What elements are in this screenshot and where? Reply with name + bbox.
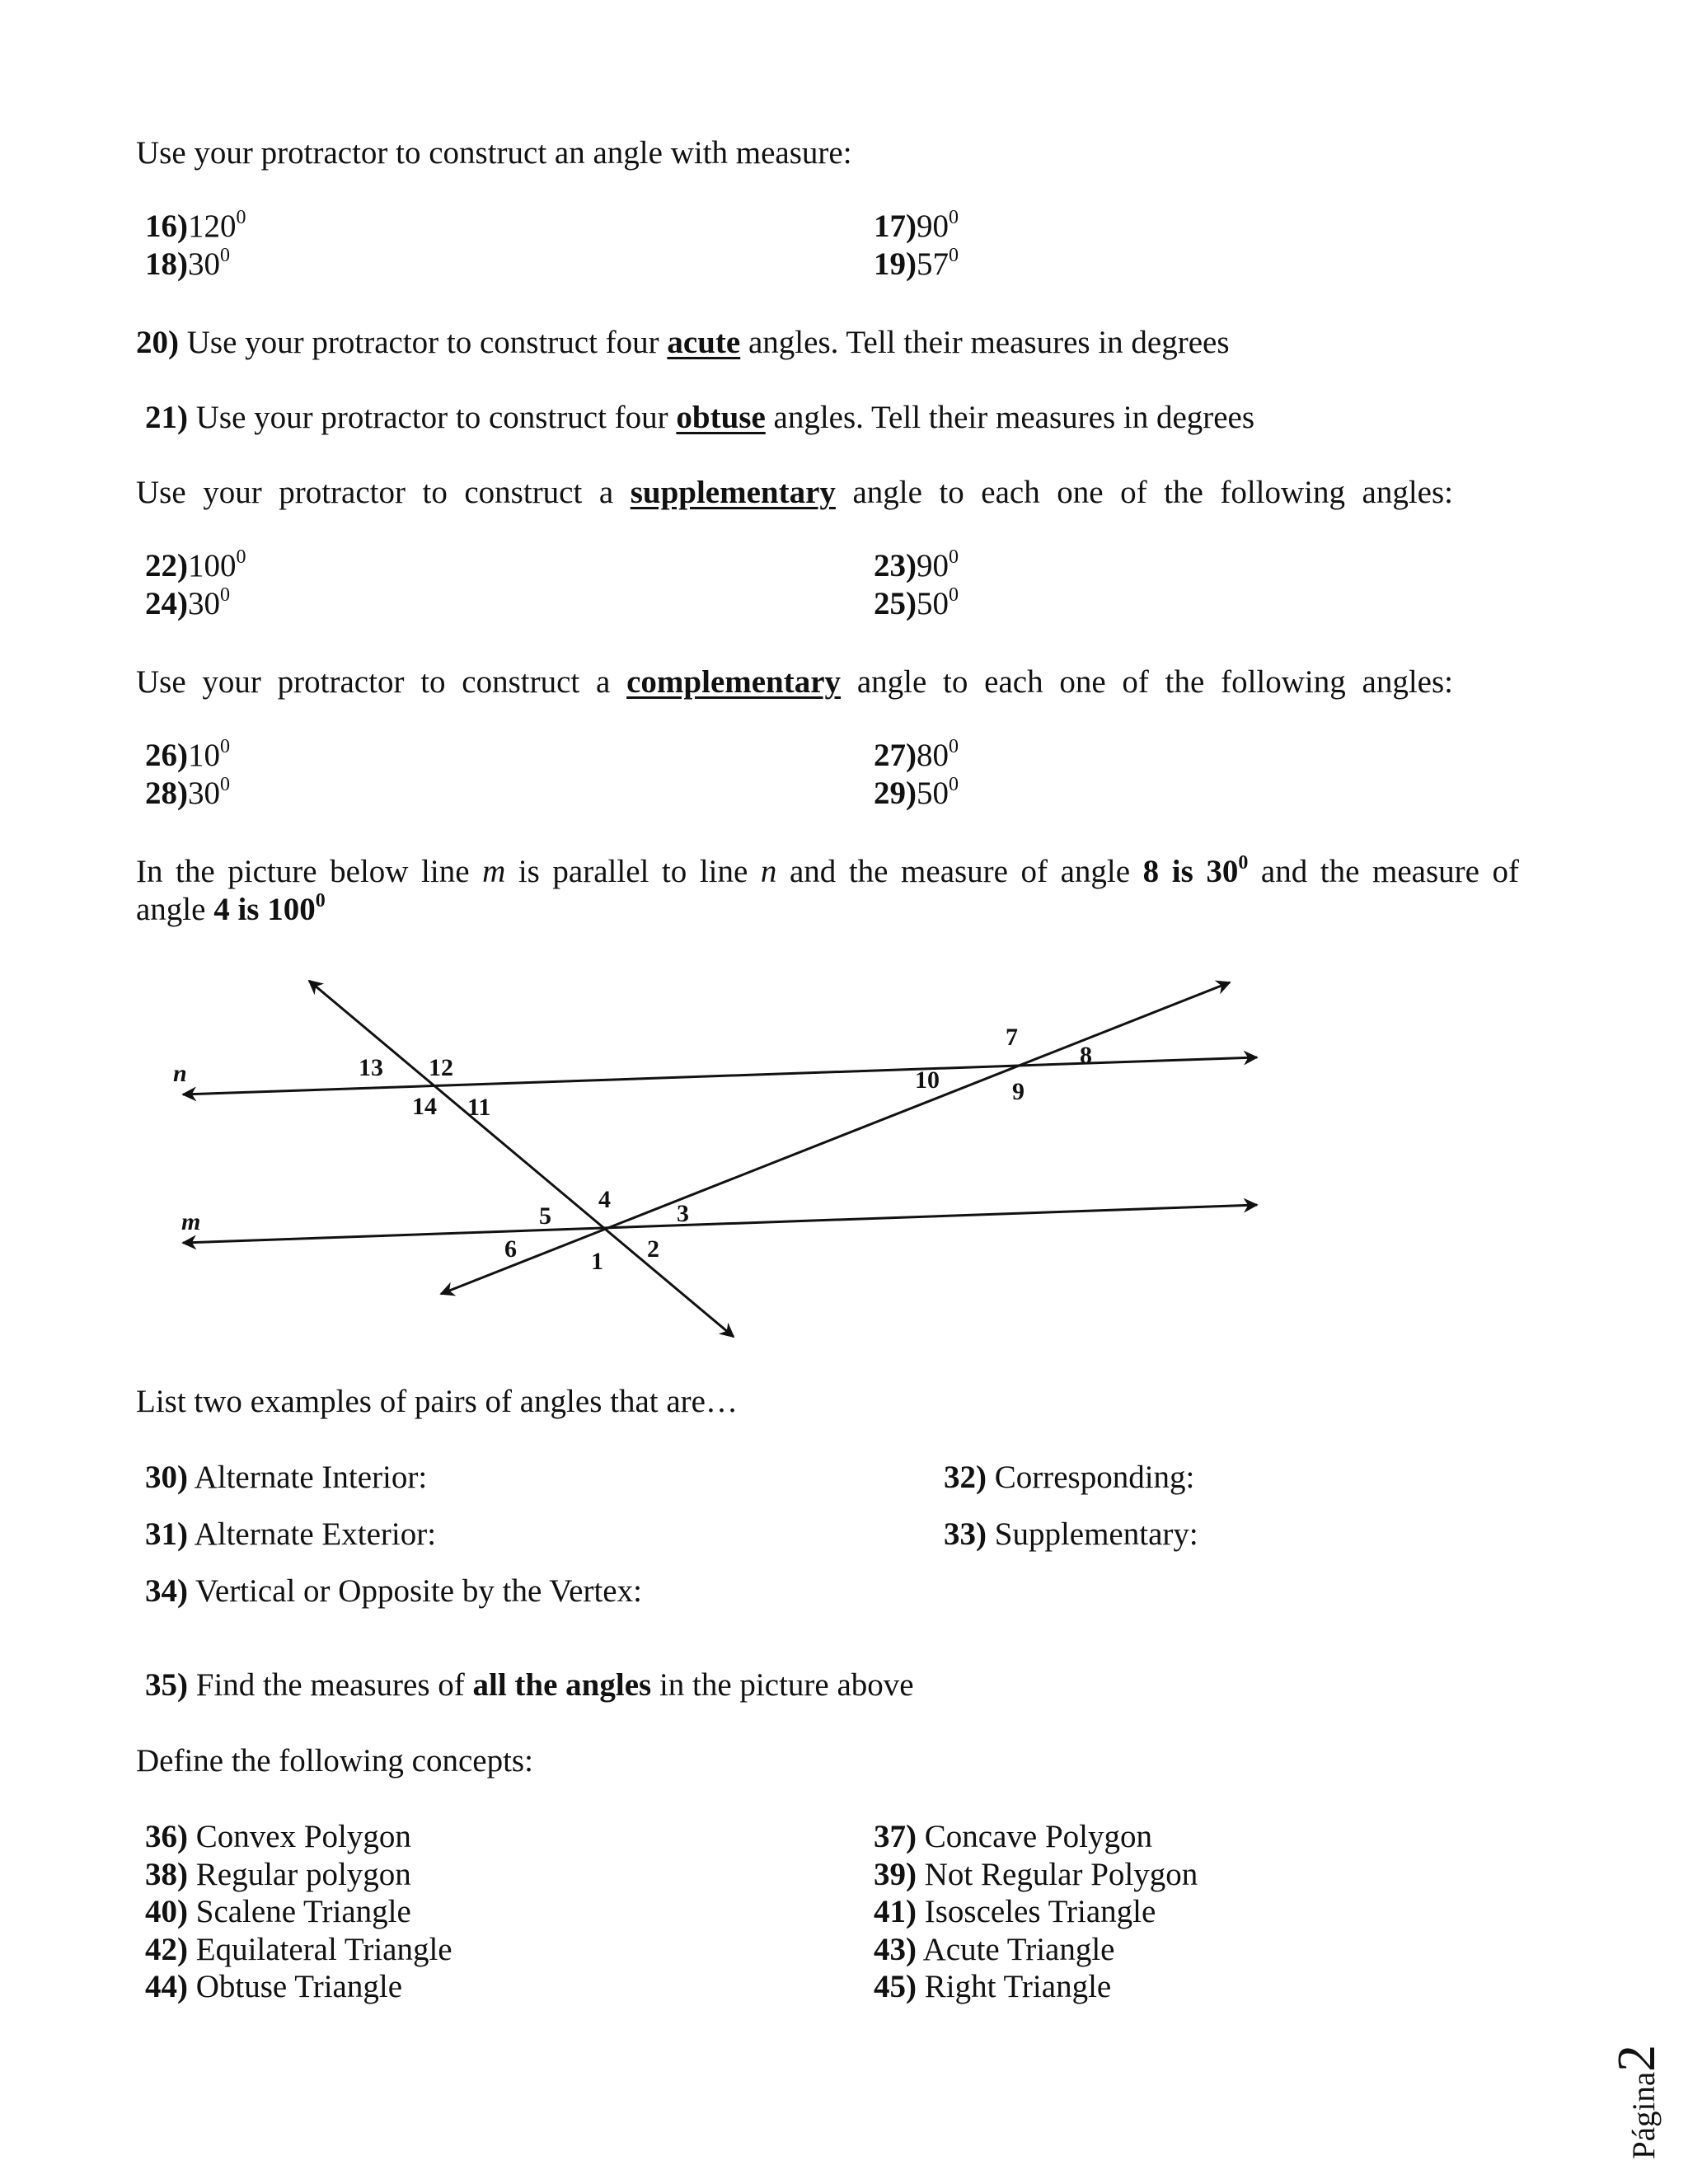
question-number: 18) [145, 246, 188, 282]
construct-intro: Use your protractor to construct an angle with measure: [136, 135, 852, 171]
degree-sup: 0 [949, 245, 959, 266]
question-number: 27) [874, 738, 917, 773]
question-number: 33) [944, 1516, 987, 1552]
angle-label-2: 2 [647, 1235, 659, 1263]
text: Find the measures of [188, 1667, 473, 1703]
transversal-1 [309, 981, 734, 1337]
question-34 [145, 1572, 642, 1610]
angle-label-10: 10 [915, 1066, 940, 1094]
question-number: 19) [874, 246, 917, 282]
angle-value: 57 [917, 246, 949, 282]
question-41 [874, 1893, 1156, 1931]
angle-value: 90 [917, 209, 949, 244]
text: Acute Triangle [917, 1932, 1115, 1967]
question-42 [145, 1931, 452, 1969]
question-37 [874, 1818, 1152, 1856]
keyword: obtuse [676, 400, 766, 435]
question-number: 41) [874, 1894, 917, 1929]
question-number: 44) [145, 1969, 188, 2004]
angle-value: 90 [917, 548, 949, 583]
angle-label-7: 7 [1006, 1024, 1018, 1051]
angle-8-measure: 8 is 30 [1142, 854, 1239, 889]
text: and the measure of angle [776, 854, 1143, 889]
text: Not Regular Polygon [917, 1857, 1198, 1892]
question-number: 38) [145, 1857, 188, 1892]
page-label: Página [1626, 2071, 1662, 2159]
degree-sup: 0 [220, 584, 230, 606]
angle-value: 80 [917, 738, 949, 773]
text: Vertical or Opposite by the Vertex: [188, 1573, 642, 1609]
degree-sup: 0 [949, 736, 959, 757]
line-m-label: m [181, 1208, 201, 1235]
question-number: 28) [145, 776, 188, 811]
question-39 [874, 1856, 1198, 1894]
text: Regular polygon [188, 1857, 411, 1892]
text: in the picture above [651, 1667, 914, 1703]
text: In the picture below line [136, 854, 483, 889]
question-number: 21) [145, 400, 188, 435]
text: Convex Polygon [188, 1819, 411, 1854]
question-33 [944, 1516, 1198, 1554]
question-44 [145, 1968, 402, 2006]
text: Use your protractor to construct a [136, 475, 631, 510]
line-n [183, 1057, 1257, 1094]
degree-sup: 0 [949, 584, 959, 606]
degree-sup: 0 [220, 245, 230, 266]
question-number: 42) [145, 1932, 188, 1967]
angle-label-12: 12 [429, 1054, 453, 1081]
question-number: 40) [145, 1894, 188, 1929]
angle-value: 10 [188, 738, 220, 773]
angle-label-6: 6 [504, 1235, 517, 1263]
question-40 [145, 1893, 411, 1931]
list-intro: List two examples of pairs of angles that are… [136, 1384, 738, 1419]
question-31 [145, 1516, 436, 1554]
question-36 [145, 1818, 411, 1856]
angle-label-13: 13 [359, 1054, 383, 1081]
text: angle to each one of the following angles: [841, 664, 1453, 700]
question-30 [145, 1459, 427, 1497]
angle-label-5: 5 [539, 1202, 551, 1230]
keyword: all the angles [472, 1667, 652, 1703]
question-number: 29) [874, 776, 917, 811]
question-number: 43) [874, 1932, 917, 1967]
text: Corresponding: [987, 1460, 1195, 1495]
angle-label-14: 14 [412, 1093, 437, 1120]
question-number: 31) [145, 1516, 188, 1552]
text: Supplementary: [987, 1516, 1198, 1552]
text: angle [136, 892, 214, 927]
question-number: 17) [874, 209, 917, 244]
question-number: 25) [874, 586, 917, 621]
angle-value: 100 [188, 548, 237, 583]
angle-value: 50 [917, 586, 949, 621]
question-number: 45) [874, 1969, 917, 2004]
degree-sup: 0 [236, 207, 246, 228]
angle-value: 50 [917, 776, 949, 811]
define-intro: Define the following concepts: [136, 1743, 533, 1779]
text: Obtuse Triangle [188, 1969, 403, 2004]
angle-value: 120 [188, 209, 237, 244]
degree-sup: 0 [949, 207, 959, 228]
text: Concave Polygon [917, 1819, 1152, 1854]
degree-sup: 0 [949, 546, 959, 568]
text: Use your protractor to construct a [136, 664, 627, 700]
degree-sup: 0 [220, 774, 230, 795]
angle-4-measure: 4 is 100 [213, 892, 316, 927]
page-footer [1606, 1945, 1672, 2159]
question-number: 23) [874, 548, 917, 583]
text: Isosceles Triangle [917, 1894, 1156, 1929]
question-number: 39) [874, 1857, 917, 1892]
page-number: 2 [1606, 2044, 1667, 2072]
text: Equilateral Triangle [188, 1932, 452, 1967]
question-number: 30) [145, 1460, 188, 1495]
angle-label-3: 3 [677, 1200, 689, 1227]
transversal-2 [441, 982, 1230, 1294]
text: Use your protractor to construct four [188, 400, 677, 435]
angle-label-8: 8 [1080, 1042, 1092, 1069]
degree-sup: 0 [315, 890, 326, 912]
text: is parallel to line [505, 854, 761, 889]
angle-value: 30 [188, 246, 220, 282]
text: angles. Tell their measures in degrees [740, 325, 1230, 360]
question-number: 24) [145, 586, 188, 621]
keyword: acute [667, 325, 741, 360]
degree-sup: 0 [1238, 852, 1249, 874]
question-32 [944, 1459, 1194, 1497]
question-35 [145, 1666, 914, 1704]
angle-label-11: 11 [467, 1094, 491, 1121]
degree-sup: 0 [949, 774, 959, 795]
question-number: 16) [145, 209, 188, 244]
question-number: 26) [145, 738, 188, 773]
line-n-label: n [173, 1060, 187, 1087]
text: and the measure of [1248, 854, 1519, 889]
line-n-ref: n [760, 854, 777, 889]
question-38 [145, 1856, 411, 1894]
angle-label-1: 1 [591, 1248, 603, 1275]
question-number: 34) [145, 1573, 188, 1609]
question-number: 37) [874, 1819, 917, 1854]
question-45 [874, 1968, 1111, 2006]
question-number: 32) [944, 1460, 987, 1495]
degree-sup: 0 [220, 736, 230, 757]
text: angle to each one of the following angles: [835, 475, 1453, 510]
line-m [183, 1205, 1257, 1243]
question-number: 35) [145, 1667, 188, 1703]
text: Use your protractor to construct four [179, 325, 668, 360]
angle-value: 30 [188, 586, 220, 621]
keyword: supplementary [630, 475, 836, 510]
angle-label-4: 4 [598, 1186, 611, 1213]
text: Alternate Exterior: [188, 1516, 437, 1552]
degree-sup: 0 [236, 546, 246, 568]
keyword: complementary [626, 664, 842, 700]
question-43 [874, 1931, 1115, 1969]
text: Scalene Triangle [188, 1894, 411, 1929]
line-m-ref: m [482, 854, 506, 889]
angle-label-9: 9 [1012, 1078, 1025, 1105]
text: angles. Tell their measures in degrees [765, 400, 1255, 435]
question-number: 36) [145, 1819, 188, 1854]
angle-value: 30 [188, 776, 220, 811]
question-number: 22) [145, 548, 188, 583]
text: Alternate Interior: [188, 1460, 428, 1495]
question-number: 20) [136, 325, 179, 360]
text: Right Triangle [917, 1969, 1112, 2004]
